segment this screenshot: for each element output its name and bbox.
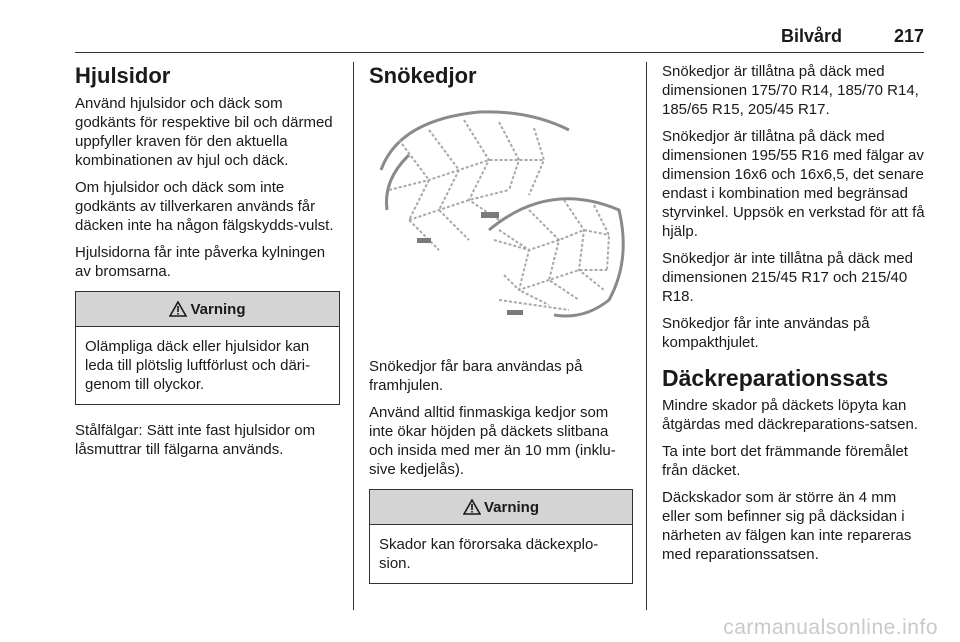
heading-hjulsidor: Hjulsidor (75, 63, 171, 88)
snow-chain-illustration (369, 100, 633, 322)
paragraph: Snökedjor får inte användas på kompakthjulet. (662, 315, 870, 351)
heading-snokedjor: Snökedjor (369, 63, 477, 88)
warning-header (76, 292, 339, 327)
column-divider (646, 62, 647, 610)
watermark: carmanualsonline.info (723, 616, 938, 639)
column-1 (75, 62, 340, 467)
paragraph: Snökedjor är tillåtna på däck med dimensionen 175/70 R14, 185/70 R14, 185/65 R15, 205/45 R17. (662, 63, 919, 118)
paragraph: Stålfälgar: Sätt inte fast hjulsidor om låsmuttrar till fälgarna används. (75, 422, 316, 458)
paragraph: Använd hjulsidor och däck som godkänts för respektive bil och därmed uppfyller kraven för den aktuella kombinationen av hjul och däck. (75, 95, 333, 169)
paragraph: Mindre skador på däckets löpyta kan åtgärdas med däckreparations-satsen. (662, 397, 918, 433)
page-number: 217 (893, 26, 924, 46)
warning-text: Olämpliga däck eller hjulsidor kan leda till plötslig luftförlust och däri-genom till olyckor. (85, 338, 311, 393)
paragraph: Snökedjor får bara användas på framhjulen. (369, 358, 583, 394)
heading-dackreparationssats: Däckreparationssats (662, 365, 889, 391)
warning-box (75, 291, 340, 405)
column-3 (662, 62, 926, 572)
warning-title: Varning (190, 300, 246, 318)
warning-text: Skador kan förorsaka däckexplo-sion. (379, 536, 599, 572)
warning-title: Varning (483, 498, 539, 516)
paragraph: Hjulsidorna får inte påverka kylningen av bromsarna. (75, 244, 326, 280)
warning-header (370, 490, 632, 525)
page-header (75, 26, 924, 53)
column-divider (353, 62, 354, 610)
paragraph: Använd alltid finmaskiga kedjor som inte ökar höjden på däckets slitbana och insida med mer än 10 mm (inklu-sive kedjelås). (369, 404, 616, 478)
section-title: Bilvård (780, 26, 842, 46)
paragraph: Däckskador som är större än 4 mm eller som befinner sig på däcksidan i närheten av fälgen kan inte repareras med reparationssatsen. (662, 489, 912, 563)
warning-triangle-icon (463, 499, 481, 515)
paragraph: Ta inte bort det främmande föremålet från däcket. (662, 443, 908, 479)
paragraph: Snökedjor är inte tillåtna på däck med dimensionen 215/45 R17 och 215/40 R18. (662, 250, 913, 305)
paragraph: Om hjulsidor och däck som inte godkänts av tillverkaren används får däcken inte ha någon fälgskydds-vulst. (75, 179, 334, 234)
warning-box (369, 489, 633, 584)
paragraph: Snökedjor är tillåtna på däck med dimensionen 195/55 R16 med fälgar av dimension 16x6 och 16x6,5, det senare endast i kombination med begränsad styrvinkel. Uppsök en verkstad för att få hjälp. (662, 128, 925, 240)
column-2 (369, 62, 633, 600)
warning-triangle-icon (169, 301, 187, 317)
